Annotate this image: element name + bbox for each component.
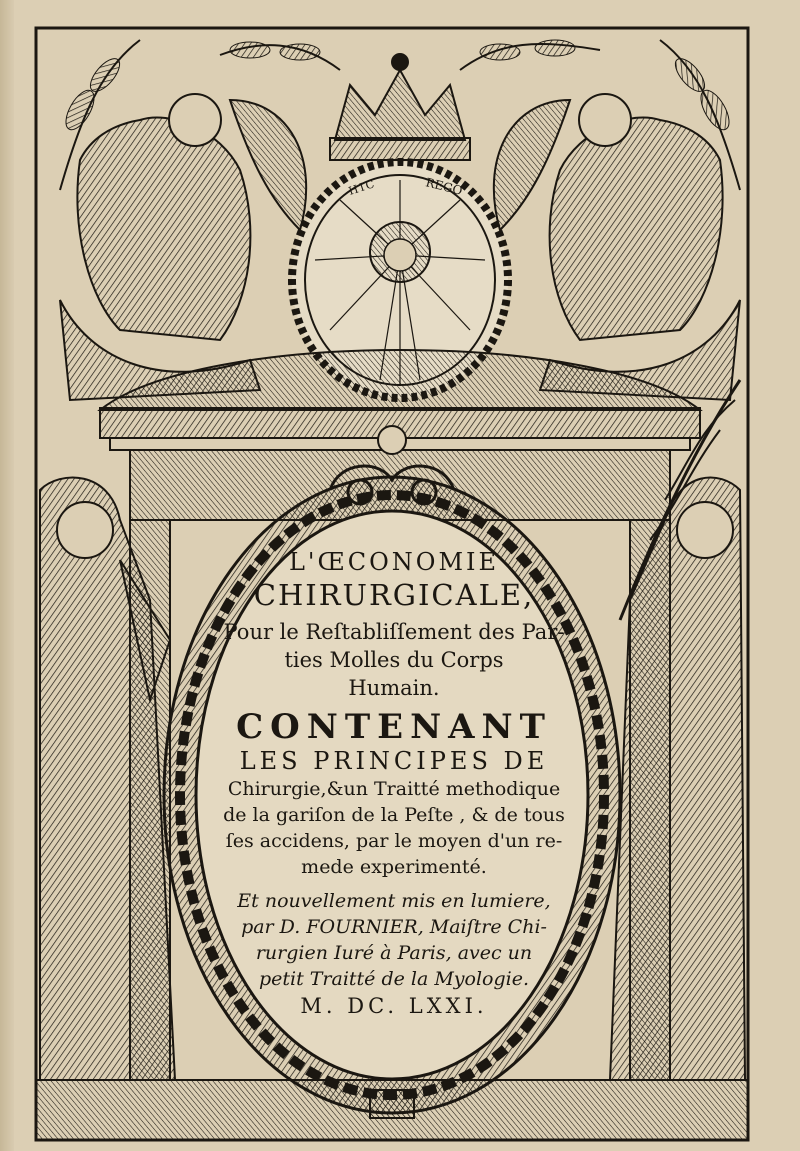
winged-figure-left <box>60 94 306 400</box>
subtitle-line-2: ties Molles du Corps <box>284 648 504 672</box>
content-line-1: Chirurgie,&un Traitté methodique <box>227 778 561 800</box>
content-line-4: mede experimenté. <box>301 856 487 878</box>
subtitle-line-3: Humain. <box>348 676 440 700</box>
content-line-2: de la gariſon de la Peſte , & de tous <box>223 804 565 826</box>
crown-ornament <box>330 54 470 160</box>
imprint-line-1: Et nouvellement mis en lumiere, <box>237 890 551 912</box>
title-line-2: CHIRURGICALE, <box>253 578 535 612</box>
publication-date: M. DC. LXXI. <box>300 994 488 1018</box>
imprint-line-3: rurgien Iuré à Paris, avec un <box>255 942 533 964</box>
architectural-base <box>36 1080 748 1140</box>
motto-right: REGO <box>424 175 464 198</box>
principes-line: LES PRINCIPES DE <box>239 747 549 775</box>
title-line-1: L'ŒCONOMIE <box>288 548 500 576</box>
title-text-block <box>200 548 588 1020</box>
motto-left: HIC <box>346 176 378 198</box>
content-line-3: ſes accidens, par le moyen d'un re- <box>225 830 563 852</box>
subtitle-line-1: Pour le Reſtabliſſement des Par- <box>223 620 565 644</box>
winged-figure-right <box>494 94 740 400</box>
contenant-heading: CONTENANT <box>236 707 552 747</box>
imprint-line-4: petit Traitté de la Myologie. <box>258 968 530 990</box>
imprint-line-2: par D. FOURNIER, Maiſtre Chi- <box>241 916 547 938</box>
